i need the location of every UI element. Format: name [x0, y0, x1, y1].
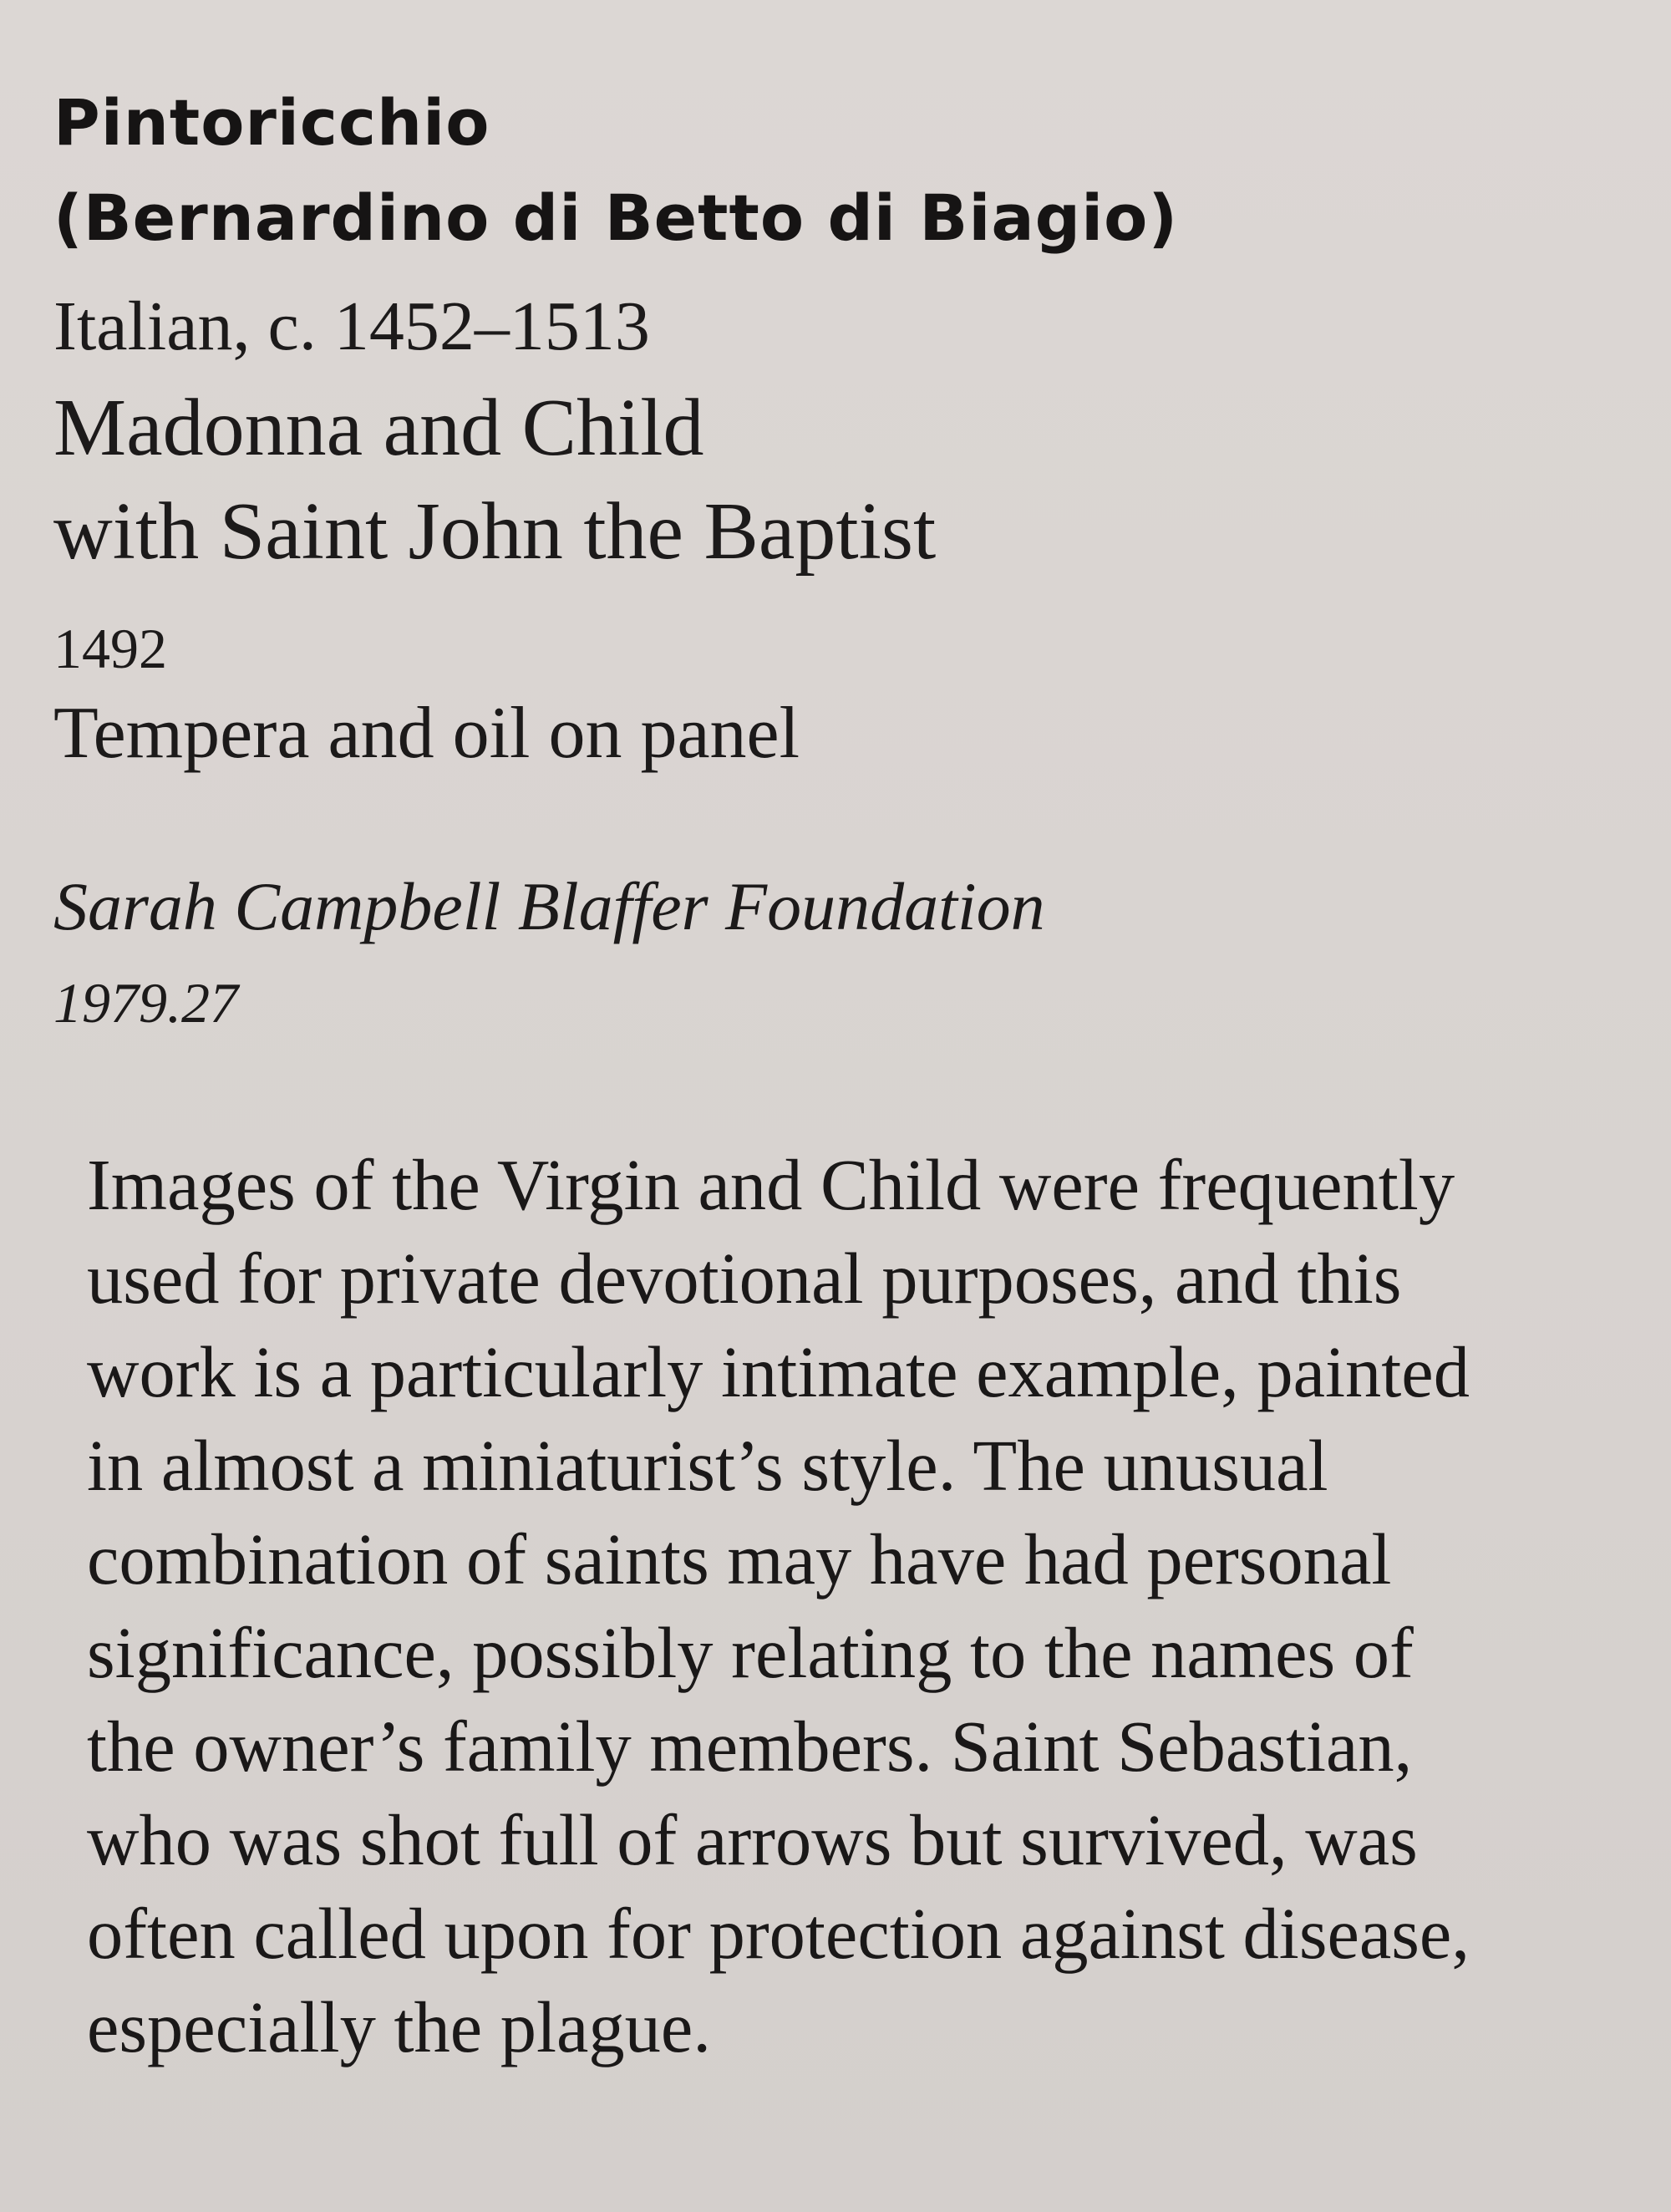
- credit-line: Sarah Campbell Blaffer Foundation: [53, 868, 1045, 944]
- description-line: significance, possibly relating to the names of: [87, 1613, 1414, 1693]
- description-line: Images of the Virgin and Child were frequently: [87, 1145, 1455, 1225]
- description-line: used for private devotional purposes, and this: [87, 1238, 1402, 1319]
- artwork-title-line-1: Madonna and Child: [53, 383, 704, 473]
- description-line: often called upon for protection against disease,: [87, 1894, 1470, 1974]
- description-line: who was shot full of arrows but survived, was: [87, 1800, 1418, 1880]
- artist-full-name: (Bernardino di Betto di Biagio): [53, 181, 1179, 255]
- description-line: work is a particularly intimate example, painted: [87, 1332, 1470, 1412]
- artwork-medium: Tempera and oil on panel: [53, 693, 800, 774]
- artist-nationality-dates: Italian, c. 1452–1513: [53, 287, 650, 365]
- artwork-title-line-2: with Saint John the Baptist: [53, 486, 937, 577]
- description-line: especially the plague.: [87, 1987, 711, 2067]
- accession-number: 1979.27: [53, 971, 238, 1035]
- description-line: in almost a miniaturist’s style. The unusual: [87, 1426, 1328, 1506]
- artist-name: Pintoricchio: [53, 85, 490, 160]
- description-line: combination of saints may have had personal: [87, 1519, 1392, 1599]
- description-paragraph: [53, 1138, 1621, 2074]
- artwork-date: 1492: [53, 617, 167, 680]
- artist-heading: [53, 75, 1621, 266]
- description-line: the owner’s family members. Saint Sebastian,: [87, 1706, 1413, 1787]
